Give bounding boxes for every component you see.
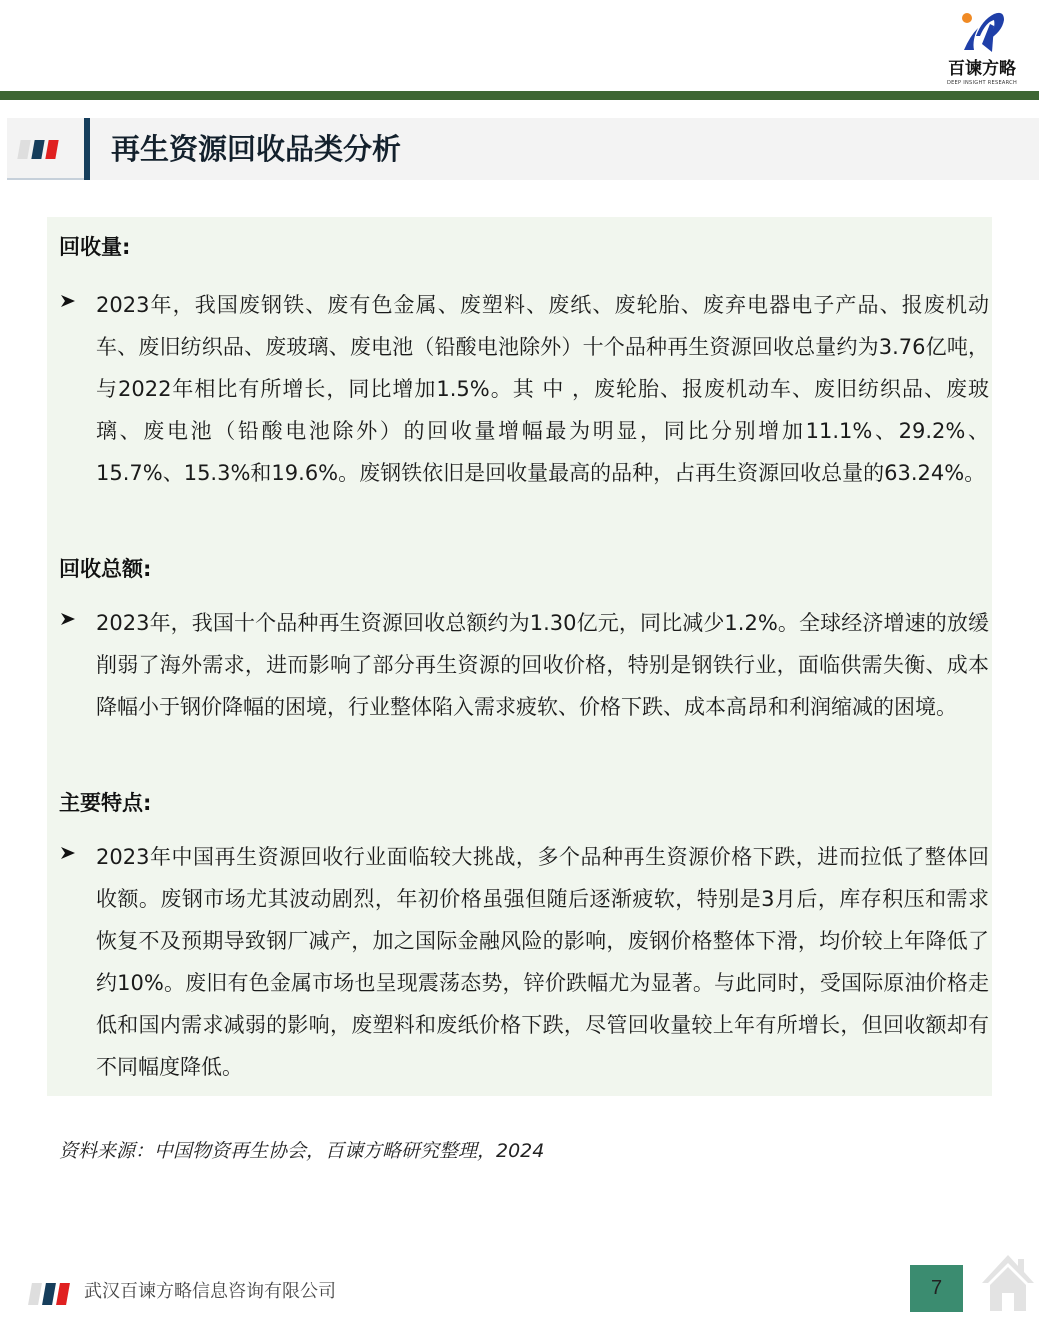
section-title-bar (7, 118, 1039, 180)
arrow-bullet-icon (59, 610, 77, 628)
section-heading-recycling-volume: 回收量: (59, 235, 131, 259)
page-number-badge: 7 (910, 1265, 963, 1312)
brand-logo (940, 6, 1024, 86)
company-name: 武汉百谏方略信息咨询有限公司 (84, 1281, 336, 1302)
header-rule (0, 91, 1039, 100)
content-panel (47, 217, 992, 1096)
title-stripe-box (7, 118, 84, 180)
title-divider (84, 118, 90, 180)
stripes-decoration-icon (19, 140, 57, 159)
brand-tagline: DEEP INSIGHT RESEARCH (946, 80, 1018, 86)
bullet-text: 2023年，我国十个品种再生资源回收总额约为1.30亿元，同比减少1.2%。全球经济增速的放缓削弱了海外需求，进而影响了部分再生资源的回收价格，特别是钢铁行业，面临供需失衡、成本降幅小于钢价降幅的困境，行业整体陷入需求疲软、价格下跌、成本高昂和利润缩减的困境。 (96, 611, 989, 719)
home-icon[interactable] (980, 1253, 1036, 1311)
page-title: 再生资源回收品类分析 (111, 132, 402, 166)
bullet-text: 2023年中国再生资源回收行业面临较大挑战，多个品种再生资源价格下跌，进而拉低了整体回收额。废钢市场尤其波动剧烈，年初价格虽强但随后逐渐疲软，特别是3月后，库存积压和需求恢复不及预期导致钢厂减产，加之国际金融风险的影响，废钢价格整体下滑，均价较上年降低了约10%。废旧有色金属市场也呈现震荡态势，锌价跌幅尤为显著。与此同时，受国际原油价格走低和国内需求减弱的影响，废塑料和废纸价格下跌，尽管回收量较上年有所增长，但回收额却有不同幅度降低。 (96, 845, 989, 1079)
brand-name: 百谏方略 (948, 59, 1016, 79)
brand-logo-icon (960, 6, 1006, 56)
arrow-bullet-icon (59, 844, 77, 862)
arrow-bullet-icon (59, 292, 77, 310)
section-heading-key-features: 主要特点: (59, 791, 152, 815)
bullet-text: 2023年，我国废钢铁、废有色金属、废塑料、废纸、废轮胎、废弃电器电子产品、报废机动车、废旧纺织品、废玻璃、废电池（铅酸电池除外）十个品种再生资源回收总量约为3.76亿吨，与2022年相比有所增长，同比增加1.5%。其 中 ，废轮胎、报废机动车、废旧纺织品、废玻璃、废电池（铅酸电池除外）的回收量增幅最为明显，同比分别增加11.1%、29.2%、15.7%、15.3%和19.6%。废钢铁依旧是回收量最高的品种，占再生资源回收总量的63.24%。 (96, 293, 989, 485)
section-heading-recycling-value: 回收总额: (59, 557, 152, 581)
source-note: 资料来源：中国物资再生协会，百谏方略研究整理，2024 (59, 1140, 545, 1162)
footer-stripes-icon (30, 1283, 68, 1305)
